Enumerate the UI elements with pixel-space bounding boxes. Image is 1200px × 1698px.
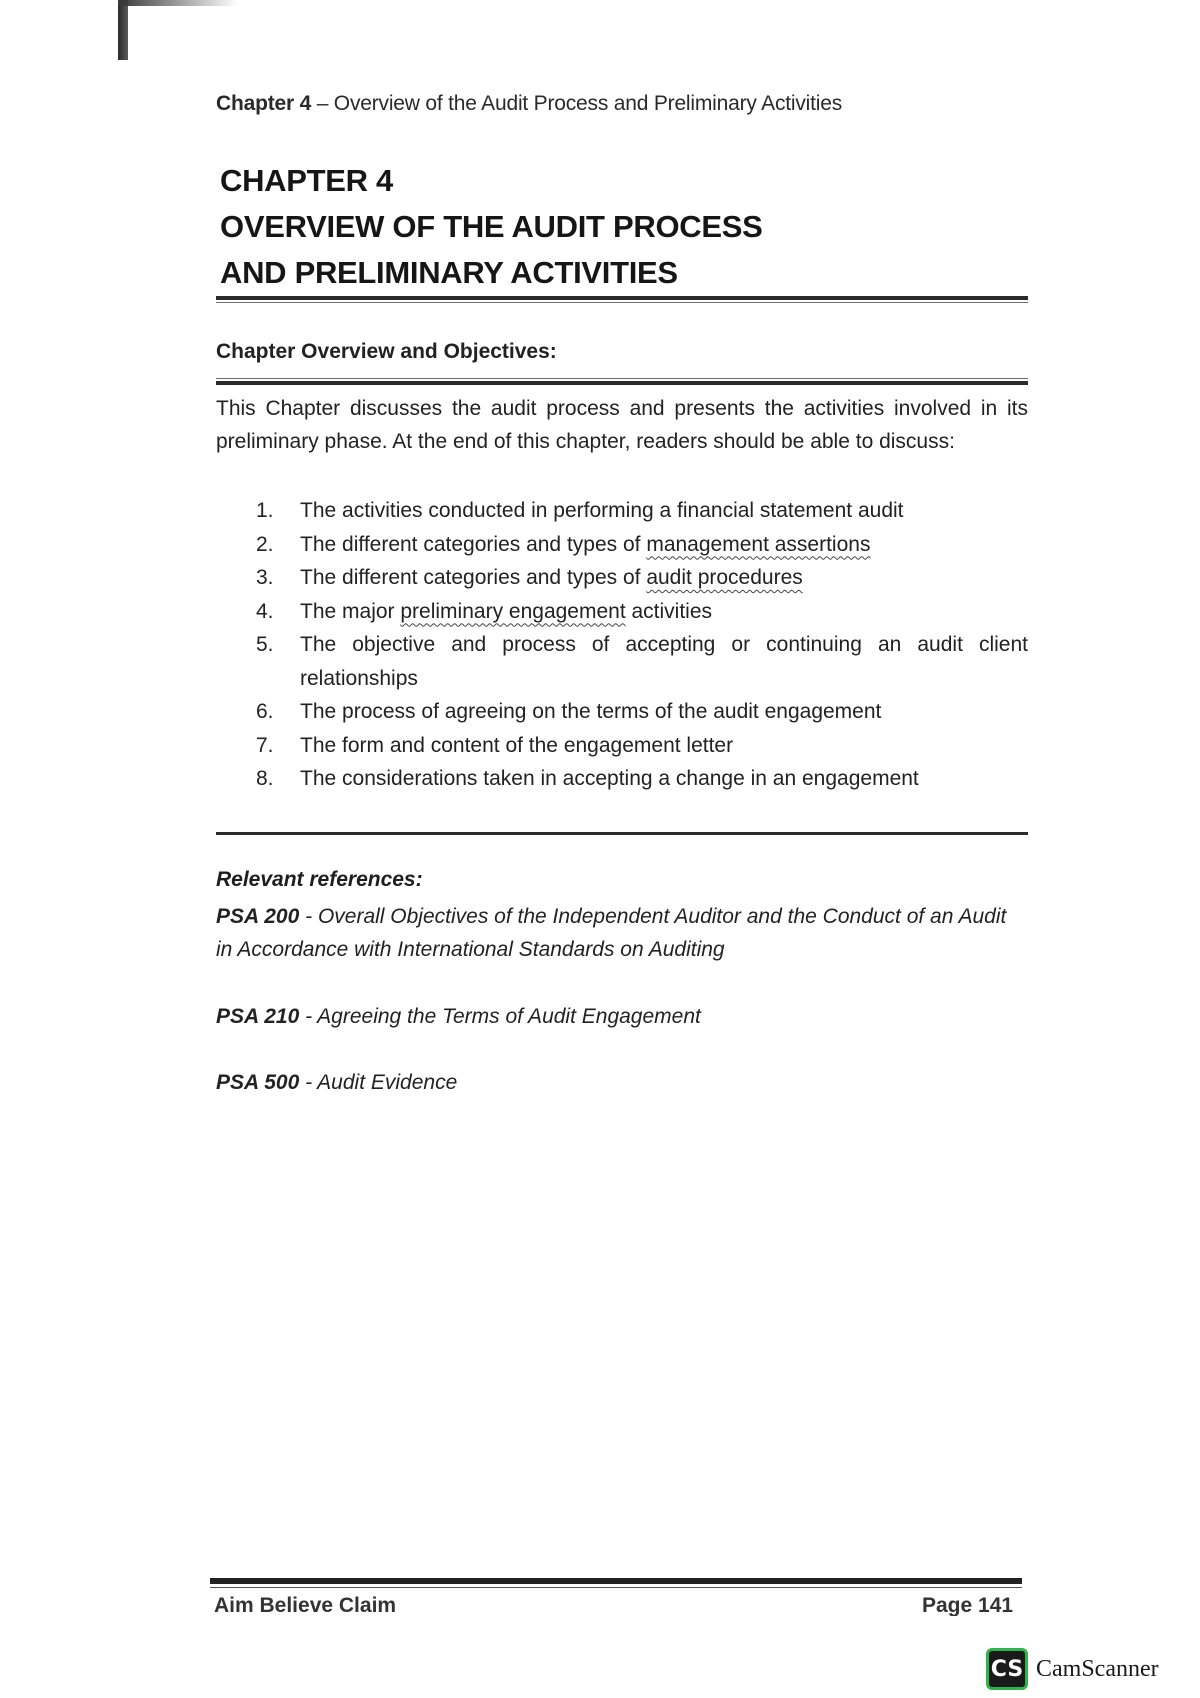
title-divider bbox=[216, 296, 1028, 300]
reference-code: PSA 210 bbox=[216, 1005, 300, 1028]
chapter-title-line-2: OVERVIEW OF THE AUDIT PROCESS bbox=[220, 209, 763, 244]
reference-psa-210 bbox=[216, 1000, 1028, 1033]
objective-item bbox=[256, 762, 1028, 796]
objective-item bbox=[256, 695, 1028, 729]
camscanner-logo-icon: CS bbox=[986, 1648, 1028, 1690]
title-divider-thin bbox=[216, 302, 1028, 303]
running-head-chapter: Chapter 4 bbox=[216, 92, 312, 115]
objective-number: 3. bbox=[256, 566, 274, 589]
objective-item bbox=[256, 494, 1028, 528]
chapter-title-line-3: AND PRELIMINARY ACTIVITIES bbox=[220, 255, 678, 290]
objectives-divider bbox=[216, 832, 1028, 835]
objective-text-underlined: management assertions bbox=[646, 532, 871, 556]
objective-item bbox=[256, 595, 1028, 629]
document-page bbox=[216, 82, 1028, 1622]
reference-psa-500 bbox=[216, 1066, 1028, 1099]
footer-divider bbox=[210, 1578, 1022, 1584]
objective-text-part: The major bbox=[300, 599, 401, 623]
objective-text: The activities conducted in performing a financial statement audit bbox=[300, 499, 904, 522]
objectives-list bbox=[256, 494, 1028, 796]
objective-number: 7. bbox=[256, 733, 274, 757]
objective-text: The objective and process of accepting or continuing an audit client relationships bbox=[300, 633, 1028, 690]
objective-text bbox=[300, 528, 1028, 562]
overview-divider bbox=[216, 381, 1028, 385]
overview-heading: Chapter Overview and Objectives: bbox=[216, 340, 557, 363]
reference-description: - Audit Evidence bbox=[299, 1071, 458, 1094]
objective-text: The form and content of the engagement letter bbox=[300, 733, 734, 757]
objective-item bbox=[256, 561, 1028, 595]
objective-number: 2. bbox=[256, 532, 274, 556]
chapter-title bbox=[220, 158, 762, 296]
objective-number: 6. bbox=[256, 700, 274, 723]
objective-item bbox=[256, 729, 1028, 763]
objective-text-part: The different categories and types of bbox=[300, 566, 647, 589]
footer-divider-thin bbox=[210, 1587, 1022, 1588]
running-head bbox=[216, 92, 842, 116]
objective-number: 1. bbox=[256, 499, 274, 522]
camscanner-name: CamScanner bbox=[1036, 1655, 1159, 1682]
objective-text-part: activities bbox=[625, 599, 713, 623]
objective-item bbox=[256, 528, 1028, 562]
reference-psa-200 bbox=[216, 900, 1028, 966]
objective-text-underlined: audit procedures bbox=[646, 566, 803, 589]
objective-number: 5. bbox=[256, 633, 274, 656]
objective-text bbox=[300, 595, 1028, 629]
reference-description: - Agreeing the Terms of Audit Engagement bbox=[299, 1005, 701, 1028]
camscanner-watermark bbox=[986, 1648, 1159, 1690]
overview-divider-thin bbox=[216, 378, 1028, 379]
reference-code: PSA 500 bbox=[216, 1071, 300, 1094]
objective-text: The process of agreeing on the terms of the audit engagement bbox=[300, 700, 882, 723]
objective-text-underlined: preliminary engagement bbox=[400, 599, 626, 623]
references-heading: Relevant references: bbox=[216, 868, 423, 891]
scan-edge-mark bbox=[118, 0, 128, 60]
objective-text bbox=[300, 561, 1028, 595]
page-number: Page 141 bbox=[922, 1594, 1014, 1616]
running-head-title: – Overview of the Audit Process and Preliminary Activities bbox=[311, 92, 842, 115]
chapter-title-line-1: CHAPTER 4 bbox=[220, 163, 393, 198]
objective-number: 4. bbox=[256, 599, 274, 623]
objective-item bbox=[256, 628, 1028, 695]
footer-motto: Aim Believe Claim bbox=[214, 1594, 397, 1616]
objective-number: 8. bbox=[256, 767, 274, 790]
objective-text-part: The different categories and types of bbox=[300, 532, 647, 556]
intro-paragraph: This Chapter discusses the audit process and presents the activities involved in its preliminary phase. At the end of this chapter, readers should be able to discuss: bbox=[216, 397, 1028, 453]
scan-edge-mark-top bbox=[118, 0, 238, 6]
objective-text: The considerations taken in accepting a change in an engagement bbox=[300, 767, 919, 790]
reference-code: PSA 200 bbox=[216, 905, 300, 928]
reference-description: - Overall Objectives of the Independent Auditor and the Conduct of an Audit in Accordance with International Standards on Auditing bbox=[216, 905, 1007, 961]
